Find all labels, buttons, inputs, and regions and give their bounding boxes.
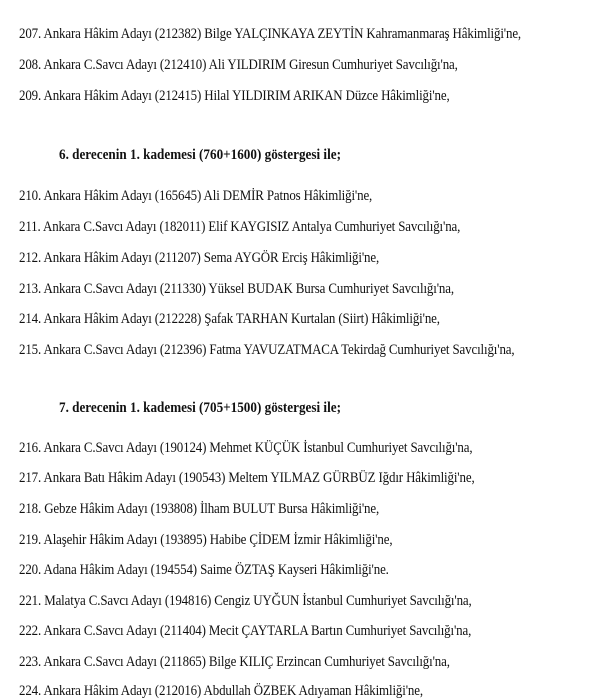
appointment-entry-211: 211. Ankara C.Savcı Adayı (182011) Elif KAYGISIZ Antalya Cumhuriyet Savcılığı'na,: [19, 219, 461, 235]
appointment-entry-213: 213. Ankara C.Savcı Adayı (211330) Yüksel BUDAK Bursa Cumhuriyet Savcılığı'na,: [19, 281, 454, 297]
appointment-entry-218: 218. Gebze Hâkim Adayı (193808) İlham BULUT Bursa Hâkimliği'ne,: [19, 501, 380, 517]
appointment-entry-224: 224. Ankara Hâkim Adayı (212016) Abdullah ÖZBEK Adıyaman Hâkimliği'ne,: [19, 683, 423, 699]
appointment-entry-208: 208. Ankara C.Savcı Adayı (212410) Ali YILDIRIM Giresun Cumhuriyet Savcılığı'na,: [19, 57, 458, 73]
appointment-entry-220: 220. Adana Hâkim Adayı (194554) Saime ÖZTAŞ Kayseri Hâkimliği'ne.: [19, 562, 389, 578]
appointment-entry-212: 212. Ankara Hâkim Adayı (211207) Sema AYGÖR Erciş Hâkimliği'ne,: [19, 250, 380, 266]
appointment-entry-222: 222. Ankara C.Savcı Adayı (211404) Mecit ÇAYTARLA Bartın Cumhuriyet Savcılığı'na,: [19, 623, 472, 639]
appointment-entry-221: 221. Malatya C.Savcı Adayı (194816) Cengiz UYĞUN İstanbul Cumhuriyet Savcılığı'na,: [19, 593, 472, 609]
appointment-entry-209: 209. Ankara Hâkim Adayı (212415) Hilal YILDIRIM ARIKAN Düzce Hâkimliği'ne,: [19, 88, 450, 104]
appointment-entry-214: 214. Ankara Hâkim Adayı (212228) Şafak TARHAN Kurtalan (Siirt) Hâkimliği'ne,: [19, 311, 440, 327]
appointment-entry-217: 217. Ankara Batı Hâkim Adayı (190543) Meltem YILMAZ GÜRBÜZ Iğdır Hâkimliği'ne,: [19, 470, 475, 486]
appointment-entry-216: 216. Ankara C.Savcı Adayı (190124) Mehmet KÜÇÜK İstanbul Cumhuriyet Savcılığı'na,: [19, 440, 473, 456]
appointment-entry-215: 215. Ankara C.Savcı Adayı (212396) Fatma YAVUZATMACA Tekirdağ Cumhuriyet Savcılığı'na,: [19, 342, 515, 358]
appointment-entry-207: 207. Ankara Hâkim Adayı (212382) Bilge YALÇINKAYA ZEYTİN Kahramanmaraş Hâkimliği'ne,: [19, 26, 522, 42]
appointment-entry-210: 210. Ankara Hâkim Adayı (165645) Ali DEMİR Patnos Hâkimliği'ne,: [19, 188, 373, 204]
appointment-entry-223: 223. Ankara C.Savcı Adayı (211865) Bilge KILIÇ Erzincan Cumhuriyet Savcılığı'na,: [19, 654, 450, 670]
section-heading-degree-6: 6. derecenin 1. kademesi (760+1600) göstergesi ile;: [59, 147, 341, 163]
appointment-entry-219: 219. Alaşehir Hâkim Adayı (193895) Habibe ÇİDEM İzmir Hâkimliği'ne,: [19, 532, 393, 548]
section-heading-degree-7: 7. derecenin 1. kademesi (705+1500) göstergesi ile;: [59, 400, 341, 416]
